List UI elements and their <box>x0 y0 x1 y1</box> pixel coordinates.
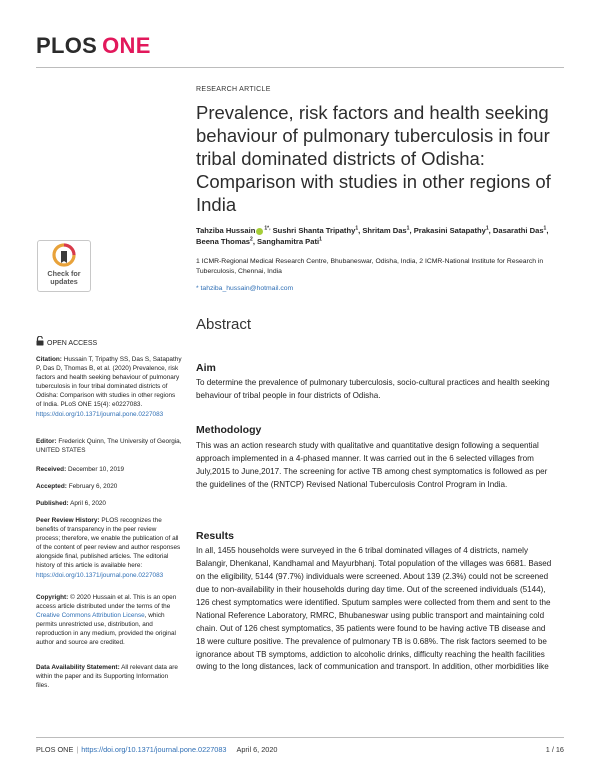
abstract-heading: Abstract <box>196 316 252 333</box>
copyright-block <box>36 593 182 648</box>
article-type-label: RESEARCH ARTICLE <box>196 86 271 93</box>
author-affil: 2 <box>250 236 253 243</box>
crossmark-icon <box>38 241 90 271</box>
author-name[interactable]: Shritam Das <box>362 226 407 235</box>
footer-divider <box>36 737 564 738</box>
logo-one: ONE <box>102 33 151 58</box>
results-heading: Results <box>196 530 234 542</box>
author-name[interactable]: Beena Thomas <box>196 237 251 247</box>
received-label: Received: <box>36 466 67 473</box>
copyright-text-1: © 2020 Hussain et al. This is an open access article distributed under the terms of the <box>36 594 177 611</box>
accepted-label: Accepted: <box>36 483 67 490</box>
published-label: Published: <box>36 500 69 507</box>
author-name[interactable]: Sanghamitra Pati <box>257 237 320 247</box>
footer-journal: PLOS ONE <box>36 745 74 754</box>
corresponding-email[interactable]: * tahziba_hussain@hotmail.com <box>196 285 294 292</box>
author-name[interactable]: Prakasini Satapathy <box>413 226 486 235</box>
badge-line-2: updates <box>50 276 78 286</box>
author-list: Tahziba Hussain $^{1*,}$ Sushri Shanta Tripathy$^1$, Shritam Das$^1$, Prakasini Satapathy$^1$, Dasarathi Das$^1$, Beena Thomas$^2$, Sanghamitra Pati$^1$ <box>196 225 549 247</box>
author-name[interactable]: Tahziba Hussain <box>196 226 256 235</box>
copyright-text-2: , which permits unrestricted use, distribution, and reproduction in any medium, provided the original author and source are credited. <box>36 612 176 647</box>
citation-text: Hussain T, Tripathy SS, Das S, Satapathy P, Das D, Thomas B, et al. (2020) Prevalence, risk factors and health seeking behaviour of pulmonary tuberculosis in four tribal dominated districts of Odisha: Comparison with studies in other regions of India. PLoS ONE 15(4): e0227083. <box>36 356 182 409</box>
received-date: December 10, 2019 <box>67 466 125 473</box>
journal-logo <box>36 33 151 59</box>
author-affil: 1 <box>406 225 410 232</box>
footer-date: April 6, 2020 <box>236 745 278 754</box>
methodology-heading: Methodology <box>196 424 262 436</box>
footer-citation: PLOS ONE | https://doi.org/10.1371/journal.pone.0227083 April 6, 2020 <box>36 745 278 754</box>
open-access-label: OPEN ACCESS <box>47 340 98 347</box>
copyright-label: Copyright: <box>36 594 69 601</box>
aim-text: To determine the prevalence of pulmonary tuberculosis, socio-cultural practices and health seeking behaviour of tribal people in four districts of Odisha. <box>196 378 550 400</box>
received-block <box>36 465 182 474</box>
author-name[interactable]: Sushri Shanta Tripathy <box>272 226 356 235</box>
results-text: In all, 1455 households were surveyed in the 6 tribal dominated villages of 4 districts, namely Balangir, Dhenkanal, Kandhamal and Mayurbhanj. Total population of the villages was 6681. Based on the eligibility, 5144 (97.7%) individuals were screened. About 139 (2.3%) could not be screened due to non-availability in their households during day time. Out of the screened individuals (5144), 126 chest symptomatics were identified. Sputum samples were collected from them and sent to the National Reference Laboratory, RMRC, Bhubaneswar using public transport and maintaining cold chain. Out of 126 chest symptomatics, 35 patients were found to be having active TB disease and 18 were culture positive. The prevalence of pulmonary TB is 0.68%. The risk factors seemed to be ignorance about TB symptoms, addiction to alcoholic drinks, difficulty reaching the health facilities owing to the long distances, lack of communication and transport. In addition, other morbidities like <box>196 546 552 672</box>
orcid-icon[interactable] <box>256 228 263 235</box>
accepted-date: February 6, 2020 <box>68 483 118 490</box>
page-number: 1 / 16 <box>545 745 564 754</box>
author-affil: 1 <box>319 236 322 243</box>
methodology-text: This was an action research study with qualitative and quantitative design following a sequential approach implemented in a 4-phased manner. It was carried out in the 6 selected villages from July,2015 to June,2017. The screening for active TB among chest symptomatics is followed as per the guidelines of the (RNTCP) Revised National Tuberculosis Control Program in India. <box>196 441 548 489</box>
published-block <box>36 499 182 508</box>
citation-block <box>36 355 182 419</box>
accepted-block <box>36 482 182 491</box>
author-affil: 1*, <box>264 225 271 232</box>
peer-review-block <box>36 516 182 580</box>
data-availability-text: All relevant data are within the paper and its Supporting Information files. <box>36 664 178 690</box>
open-lock-icon <box>36 336 44 346</box>
data-availability-label: Data Availability Statement: <box>36 664 120 671</box>
author-affil: 1 <box>485 225 489 232</box>
citation-label: Citation: <box>36 356 62 363</box>
check-for-updates-badge[interactable] <box>37 240 91 292</box>
license-link[interactable]: Creative Commons Attribution License <box>36 612 145 620</box>
editor-text: Frederick Quinn, The University of Georgia, UNITED STATES <box>36 438 182 455</box>
footer-doi-link[interactable]: https://doi.org/10.1371/journal.pone.0227083 <box>81 745 227 754</box>
logo-plos: PLOS <box>36 33 98 58</box>
editor-block <box>36 437 182 455</box>
peer-review-link[interactable]: https://doi.org/10.1371/journal.pone.0227083 <box>36 571 164 579</box>
peer-review-label: Peer Review History: <box>36 517 100 524</box>
header-divider <box>36 67 564 68</box>
data-availability-block <box>36 663 182 690</box>
badge-text <box>38 270 90 286</box>
author-affil: 1 <box>355 225 359 232</box>
author-name[interactable]: Dasarathi Das <box>492 226 544 235</box>
published-date: April 6, 2020 <box>70 500 106 507</box>
open-access-row <box>36 336 97 347</box>
citation-doi-link[interactable]: https://doi.org/10.1371/journal.pone.0227083 <box>36 410 164 418</box>
affiliations: 1 ICMR-Regional Medical Research Centre, Bhubaneswar, Odisha, India, 2 ICMR-National Institute for Research in Tuberculosis, Chennai, India <box>196 258 544 275</box>
article-title: Prevalence, risk factors and health seeking behaviour of pulmonary tuberculosis in four tribal dominated districts of Odisha: Comparison with studies in other regions of India <box>196 102 551 215</box>
aim-heading: Aim <box>196 362 216 374</box>
editor-label: Editor: <box>36 438 57 445</box>
author-affil: 1 <box>543 225 547 232</box>
peer-review-text: PLOS recognizes the benefits of transparency in the peer review process; therefore, we enable the publication of all of the content of peer review and author responses alongside final, published articles. The editorial history of this article is available here: <box>36 517 181 570</box>
badge-line-1: Check for <box>47 269 81 278</box>
